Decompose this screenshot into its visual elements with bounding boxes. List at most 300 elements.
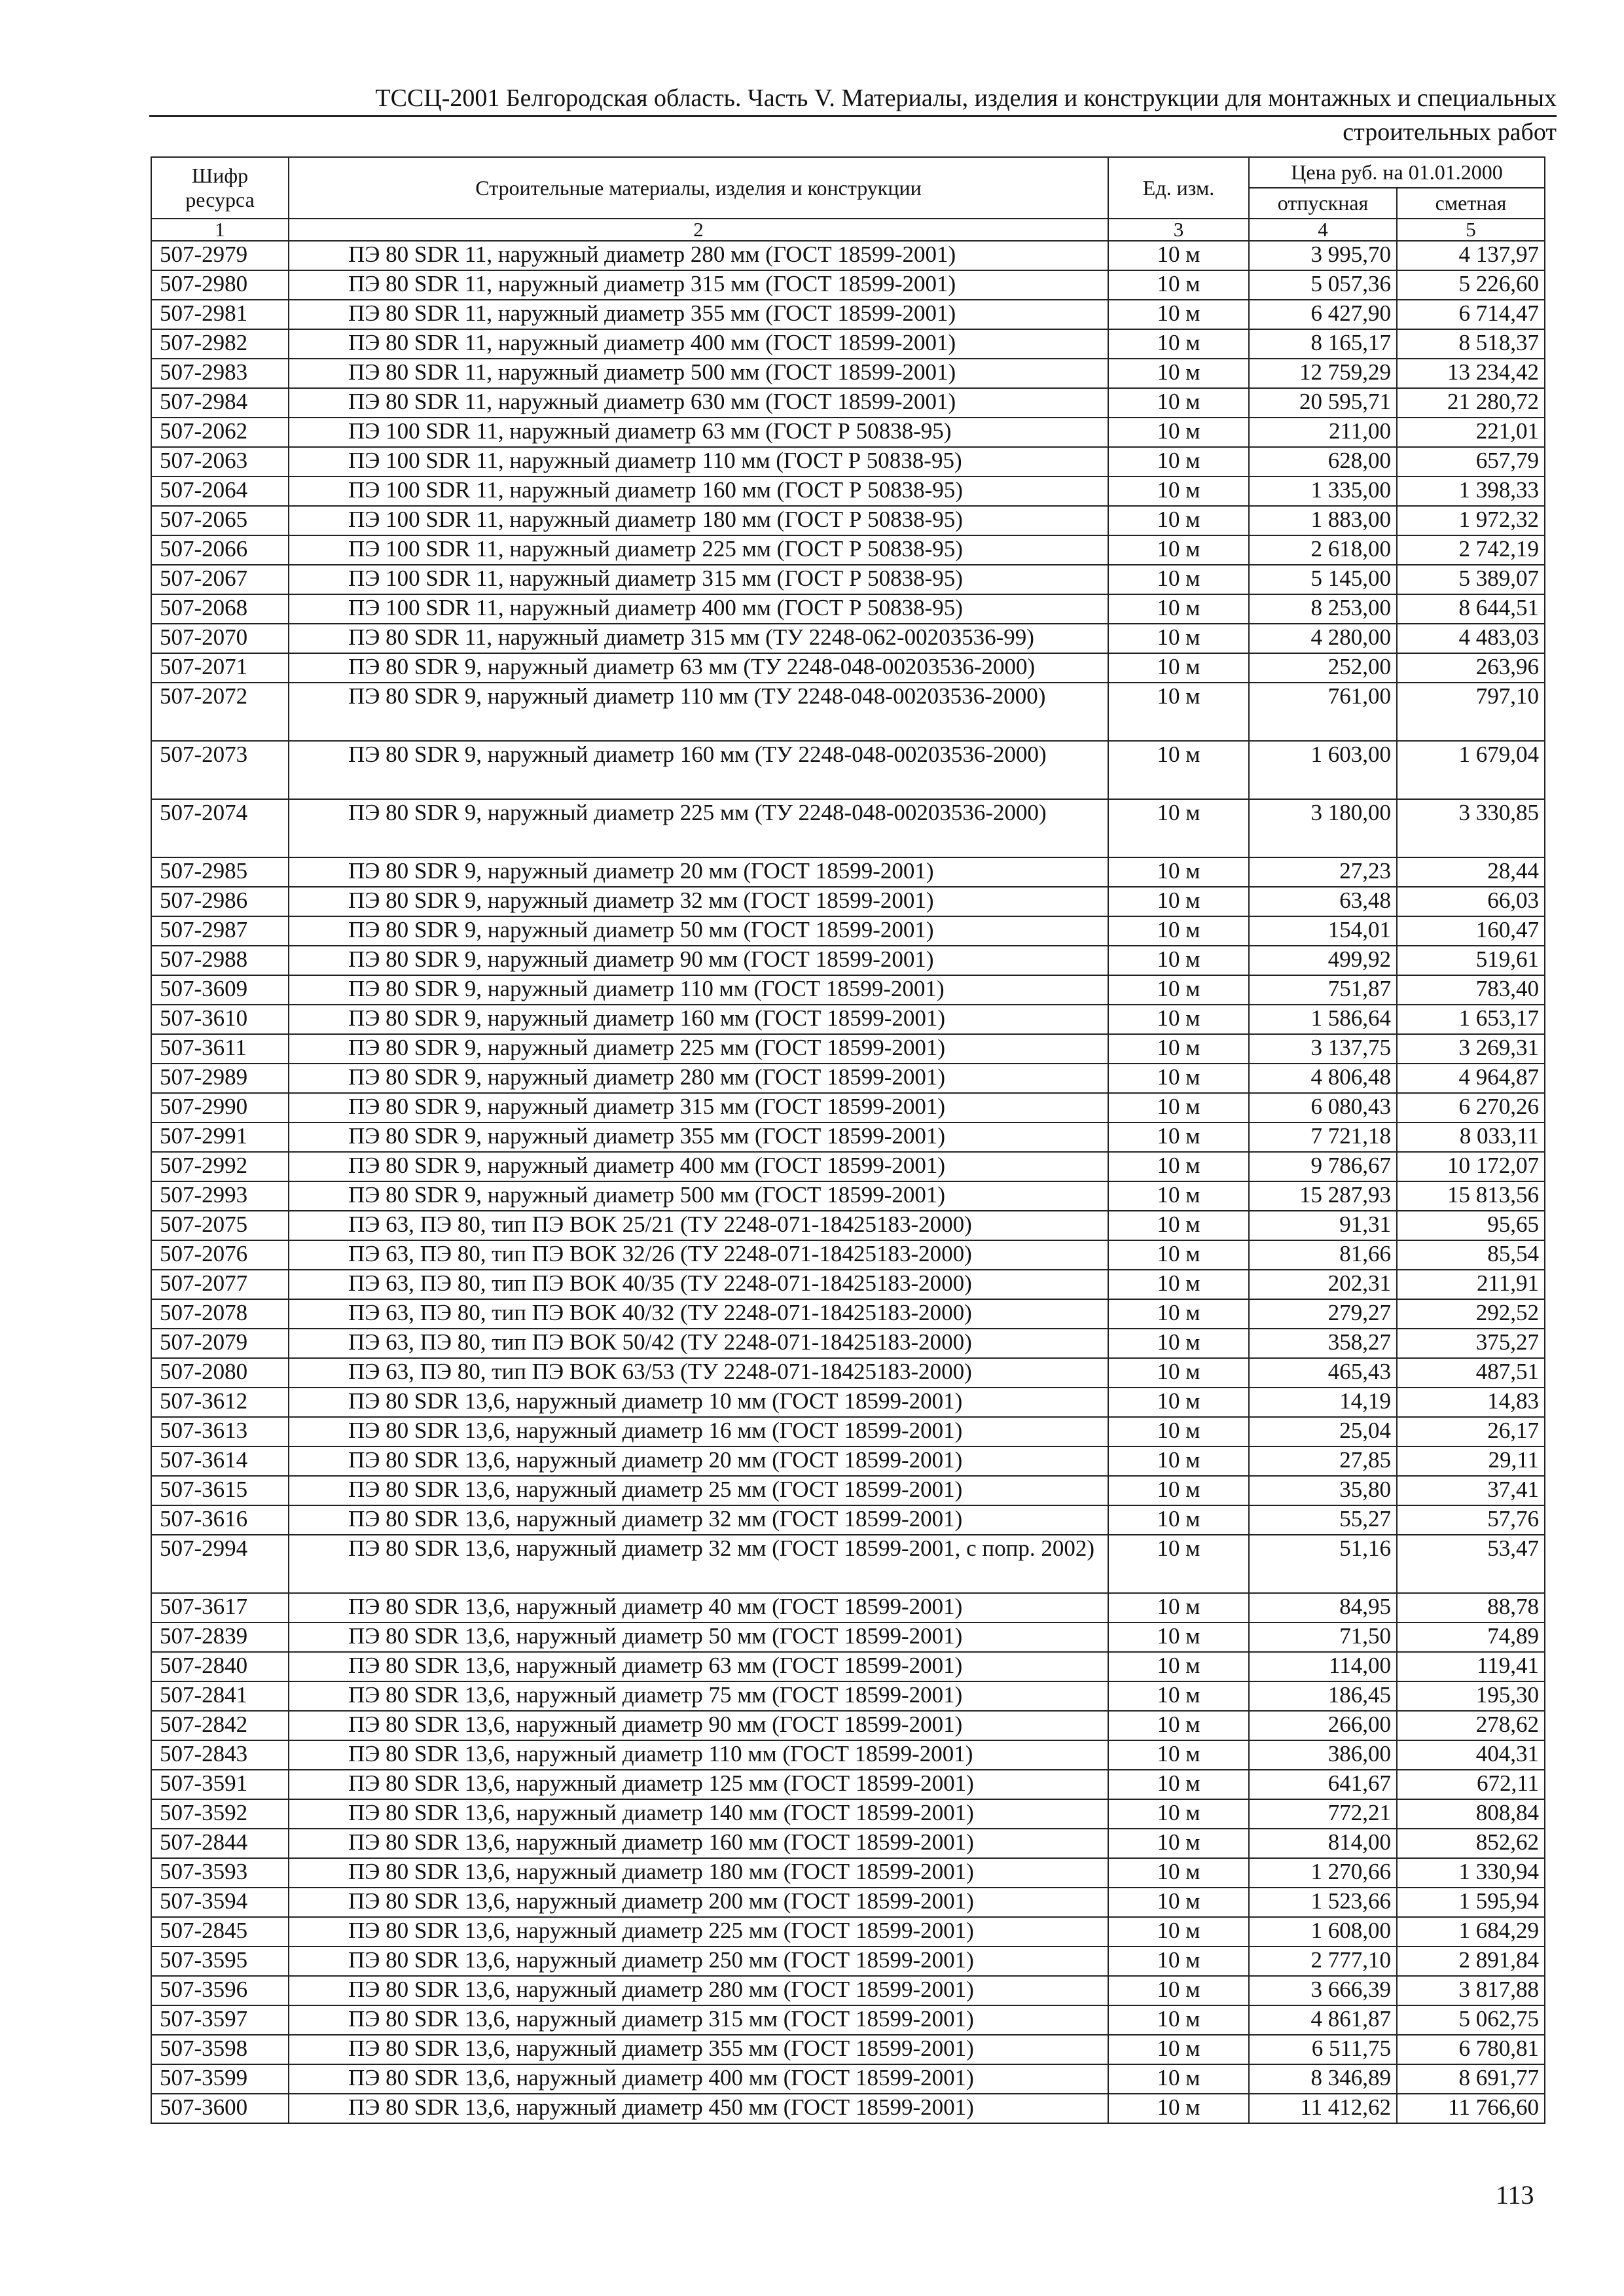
material-name-cell: ПЭ 80 SDR 9, наружный диаметр 500 мм (ГОСТ 18599-2001): [289, 1181, 1108, 1211]
material-name-cell: ПЭ 100 SDR 11, наружный диаметр 63 мм (ГОСТ Р 50838-95): [289, 418, 1108, 447]
table-row: [151, 1388, 1545, 1417]
estimate-price-cell: 852,62: [1397, 1829, 1545, 1858]
unit-cell: 10 м: [1108, 1034, 1249, 1064]
material-name-cell: ПЭ 80 SDR 13,6, наружный диаметр 160 мм (ГОСТ 18599-2001): [289, 1829, 1108, 1858]
resource-code-cell: 507-3598: [151, 2035, 289, 2064]
resource-code-cell: 507-2074: [151, 799, 289, 857]
material-name-cell: ПЭ 80 SDR 11, наружный диаметр 355 мм (ГОСТ 18599-2001): [289, 300, 1108, 329]
unit-cell: 10 м: [1108, 359, 1249, 388]
material-name-cell: ПЭ 80 SDR 9, наружный диаметр 50 мм (ГОСТ 18599-2001): [289, 916, 1108, 946]
material-name-cell: ПЭ 80 SDR 9, наружный диаметр 225 мм (ГОСТ 18599-2001): [289, 1034, 1108, 1064]
table-row: [151, 1240, 1545, 1270]
resource-code-cell: 507-3613: [151, 1417, 289, 1446]
resource-code-cell: 507-2064: [151, 476, 289, 506]
release-price-cell: 761,00: [1249, 683, 1397, 741]
estimate-price-cell: 4 964,87: [1397, 1064, 1545, 1093]
resource-code-cell: 507-2066: [151, 535, 289, 565]
table-row: [151, 1211, 1545, 1240]
estimate-price-cell: 3 330,85: [1397, 799, 1545, 857]
resource-code-cell: 507-2080: [151, 1358, 289, 1388]
release-price-cell: 55,27: [1249, 1505, 1397, 1535]
release-price-cell: 154,01: [1249, 916, 1397, 946]
material-name-cell: ПЭ 80 SDR 11, наружный диаметр 315 мм (ТУ 2248-062-00203536-99): [289, 624, 1108, 653]
resource-code-cell: 507-2068: [151, 594, 289, 624]
estimate-price-cell: 211,91: [1397, 1270, 1545, 1299]
material-name-cell: ПЭ 80 SDR 11, наружный диаметр 630 мм (ГОСТ 18599-2001): [289, 388, 1108, 418]
unit-cell: 10 м: [1108, 1829, 1249, 1858]
release-price-cell: 465,43: [1249, 1358, 1397, 1388]
unit-cell: 10 м: [1108, 1623, 1249, 1652]
table-row: [151, 476, 1545, 506]
release-price-cell: 4 861,87: [1249, 2005, 1397, 2035]
material-name-cell: ПЭ 80 SDR 13,6, наружный диаметр 200 мм (ГОСТ 18599-2001): [289, 1888, 1108, 1917]
estimate-price-cell: 119,41: [1397, 1652, 1545, 1681]
unit-cell: 10 м: [1108, 653, 1249, 683]
estimate-price-cell: 11 766,60: [1397, 2094, 1545, 2123]
material-name-cell: ПЭ 80 SDR 13,6, наружный диаметр 90 мм (ГОСТ 18599-2001): [289, 1711, 1108, 1740]
material-name-cell: ПЭ 80 SDR 9, наружный диаметр 32 мм (ГОСТ 18599-2001): [289, 887, 1108, 916]
estimate-price-cell: 783,40: [1397, 975, 1545, 1005]
material-name-cell: ПЭ 100 SDR 11, наружный диаметр 225 мм (ГОСТ Р 50838-95): [289, 535, 1108, 565]
estimate-price-cell: 26,17: [1397, 1417, 1545, 1446]
material-name-cell: ПЭ 80 SDR 9, наружный диаметр 20 мм (ГОСТ 18599-2001): [289, 857, 1108, 887]
column-number: 4: [1249, 219, 1397, 241]
release-price-cell: 15 287,93: [1249, 1181, 1397, 1211]
resource-code-cell: 507-2985: [151, 857, 289, 887]
release-price-cell: 11 412,62: [1249, 2094, 1397, 2123]
material-name-cell: ПЭ 80 SDR 13,6, наружный диаметр 25 мм (ГОСТ 18599-2001): [289, 1476, 1108, 1505]
release-price-cell: 91,31: [1249, 1211, 1397, 1240]
table-row: [151, 594, 1545, 624]
material-name-cell: ПЭ 80 SDR 13,6, наружный диаметр 180 мм (ГОСТ 18599-2001): [289, 1858, 1108, 1888]
material-name-cell: ПЭ 80 SDR 13,6, наружный диаметр 110 мм (ГОСТ 18599-2001): [289, 1740, 1108, 1770]
resource-code-cell: 507-3610: [151, 1005, 289, 1034]
resource-code-cell: 507-2075: [151, 1211, 289, 1240]
column-header-price: Цена руб. на 01.01.2000: [1249, 157, 1545, 188]
resource-code-cell: 507-2984: [151, 388, 289, 418]
material-name-cell: ПЭ 100 SDR 11, наружный диаметр 160 мм (ГОСТ Р 50838-95): [289, 476, 1108, 506]
material-name-cell: ПЭ 80 SDR 9, наружный диаметр 90 мм (ГОСТ 18599-2001): [289, 946, 1108, 975]
release-price-cell: 51,16: [1249, 1535, 1397, 1593]
table-row: [151, 506, 1545, 535]
estimate-price-cell: 6 780,81: [1397, 2035, 1545, 2064]
table-row: [151, 1358, 1545, 1388]
unit-cell: 10 м: [1108, 388, 1249, 418]
release-price-cell: 751,87: [1249, 975, 1397, 1005]
material-name-cell: ПЭ 80 SDR 13,6, наружный диаметр 450 мм (ГОСТ 18599-2001): [289, 2094, 1108, 2123]
estimate-price-cell: 2 891,84: [1397, 1946, 1545, 1976]
table-row: [151, 1446, 1545, 1476]
table-row: [151, 1770, 1545, 1799]
estimate-price-cell: 95,65: [1397, 1211, 1545, 1240]
resource-code-cell: 507-2989: [151, 1064, 289, 1093]
estimate-price-cell: 1 595,94: [1397, 1888, 1545, 1917]
table-row: [151, 1476, 1545, 1505]
unit-cell: 10 м: [1108, 2094, 1249, 2123]
release-price-cell: 35,80: [1249, 1476, 1397, 1505]
resource-code-cell: 507-2991: [151, 1122, 289, 1152]
table-row: [151, 270, 1545, 300]
table-row: [151, 1711, 1545, 1740]
resource-code-cell: 507-2993: [151, 1181, 289, 1211]
unit-cell: 10 м: [1108, 1711, 1249, 1740]
table-row: [151, 447, 1545, 476]
resource-code-cell: 507-3615: [151, 1476, 289, 1505]
release-price-cell: 6 080,43: [1249, 1093, 1397, 1122]
estimate-price-cell: 221,01: [1397, 418, 1545, 447]
unit-cell: 10 м: [1108, 1446, 1249, 1476]
resource-code-cell: 507-2073: [151, 741, 289, 799]
unit-cell: 10 м: [1108, 1946, 1249, 1976]
release-price-cell: 8 253,00: [1249, 594, 1397, 624]
unit-cell: 10 м: [1108, 1329, 1249, 1358]
material-name-cell: ПЭ 100 SDR 11, наружный диаметр 110 мм (ГОСТ Р 50838-95): [289, 447, 1108, 476]
estimate-price-cell: 657,79: [1397, 447, 1545, 476]
resource-code-cell: 507-2844: [151, 1829, 289, 1858]
resource-code-cell: 507-2072: [151, 683, 289, 741]
release-price-cell: 12 759,29: [1249, 359, 1397, 388]
unit-cell: 10 м: [1108, 1122, 1249, 1152]
release-price-cell: 5 145,00: [1249, 565, 1397, 594]
estimate-price-cell: 195,30: [1397, 1681, 1545, 1711]
unit-cell: 10 м: [1108, 1005, 1249, 1034]
estimate-price-cell: 53,47: [1397, 1535, 1545, 1593]
table-row: [151, 1976, 1545, 2005]
unit-cell: 10 м: [1108, 506, 1249, 535]
table-row: [151, 388, 1545, 418]
unit-cell: 10 м: [1108, 857, 1249, 887]
release-price-cell: 25,04: [1249, 1417, 1397, 1446]
table-row: [151, 1593, 1545, 1623]
column-header-code: Шифр ресурса: [151, 157, 289, 219]
resource-code-cell: 507-3612: [151, 1388, 289, 1417]
release-price-cell: 186,45: [1249, 1681, 1397, 1711]
table-row: [151, 1799, 1545, 1829]
material-name-cell: ПЭ 100 SDR 11, наружный диаметр 315 мм (ГОСТ Р 50838-95): [289, 565, 1108, 594]
unit-cell: 10 м: [1108, 946, 1249, 975]
release-price-cell: 2 618,00: [1249, 535, 1397, 565]
release-price-cell: 628,00: [1249, 447, 1397, 476]
unit-cell: 10 м: [1108, 1240, 1249, 1270]
table-row: [151, 1122, 1545, 1152]
unit-cell: 10 м: [1108, 1799, 1249, 1829]
column-header-release-price: отпускная: [1249, 188, 1397, 219]
table-row: [151, 1535, 1545, 1593]
table-row: [151, 1917, 1545, 1946]
material-name-cell: ПЭ 80 SDR 13,6, наружный диаметр 315 мм (ГОСТ 18599-2001): [289, 2005, 1108, 2035]
estimate-price-cell: 5 389,07: [1397, 565, 1545, 594]
table-row: [151, 1417, 1545, 1446]
running-header-title: ТССЦ-2001 Белгородская область. Часть V. Материалы, изделия и конструкции для монтажных и специальных: [375, 84, 1557, 112]
column-header-name: Строительные материалы, изделия и конструкции: [289, 157, 1108, 219]
unit-cell: 10 м: [1108, 1770, 1249, 1799]
table-row: [151, 300, 1545, 329]
material-name-cell: ПЭ 80 SDR 9, наружный диаметр 225 мм (ТУ 2248-048-00203536-2000): [289, 799, 1108, 857]
estimate-price-cell: 74,89: [1397, 1623, 1545, 1652]
resource-code-cell: 507-3600: [151, 2094, 289, 2123]
release-price-cell: 1 883,00: [1249, 506, 1397, 535]
unit-cell: 10 м: [1108, 1652, 1249, 1681]
resource-code-cell: 507-3617: [151, 1593, 289, 1623]
unit-cell: 10 м: [1108, 1740, 1249, 1770]
table-row: [151, 887, 1545, 916]
resource-code-cell: 507-2982: [151, 329, 289, 359]
release-price-cell: 3 666,39: [1249, 1976, 1397, 2005]
column-number: 2: [289, 219, 1108, 241]
resource-code-cell: 507-2983: [151, 359, 289, 388]
resource-code-cell: 507-3616: [151, 1505, 289, 1535]
material-name-cell: ПЭ 80 SDR 13,6, наружный диаметр 16 мм (ГОСТ 18599-2001): [289, 1417, 1108, 1446]
unit-cell: 10 м: [1108, 594, 1249, 624]
material-name-cell: ПЭ 100 SDR 11, наружный диаметр 400 мм (ГОСТ Р 50838-95): [289, 594, 1108, 624]
table-row: [151, 329, 1545, 359]
release-price-cell: 1 603,00: [1249, 741, 1397, 799]
estimate-price-cell: 66,03: [1397, 887, 1545, 916]
estimate-price-cell: 375,27: [1397, 1329, 1545, 1358]
estimate-price-cell: 160,47: [1397, 916, 1545, 946]
unit-cell: 10 м: [1108, 1417, 1249, 1446]
resource-code-cell: 507-2986: [151, 887, 289, 916]
table-row: [151, 1064, 1545, 1093]
table-row: [151, 1093, 1545, 1122]
estimate-price-cell: 85,54: [1397, 1240, 1545, 1270]
table-row: [151, 535, 1545, 565]
resource-code-cell: 507-2979: [151, 241, 289, 270]
column-number: 5: [1397, 219, 1545, 241]
material-name-cell: ПЭ 63, ПЭ 80, тип ПЭ ВОК 63/53 (ТУ 2248-071-18425183-2000): [289, 1358, 1108, 1388]
estimate-price-cell: 278,62: [1397, 1711, 1545, 1740]
running-header-subtitle: строительных работ: [1343, 118, 1557, 146]
release-price-cell: 2 777,10: [1249, 1946, 1397, 1976]
table-row: [151, 1005, 1545, 1034]
unit-cell: 10 м: [1108, 2064, 1249, 2094]
table-row: [151, 741, 1545, 799]
material-name-cell: ПЭ 80 SDR 13,6, наружный диаметр 125 мм (ГОСТ 18599-2001): [289, 1770, 1108, 1799]
release-price-cell: 358,27: [1249, 1329, 1397, 1358]
material-name-cell: ПЭ 100 SDR 11, наружный диаметр 180 мм (ГОСТ Р 50838-95): [289, 506, 1108, 535]
material-name-cell: ПЭ 80 SDR 13,6, наружный диаметр 20 мм (ГОСТ 18599-2001): [289, 1446, 1108, 1476]
table-row: [151, 1299, 1545, 1329]
material-name-cell: ПЭ 80 SDR 9, наружный диаметр 110 мм (ТУ 2248-048-00203536-2000): [289, 683, 1108, 741]
table-row: [151, 1740, 1545, 1770]
release-price-cell: 14,19: [1249, 1388, 1397, 1417]
release-price-cell: 3 180,00: [1249, 799, 1397, 857]
estimate-price-cell: 263,96: [1397, 653, 1545, 683]
estimate-price-cell: 5 226,60: [1397, 270, 1545, 300]
resource-code-cell: 507-2076: [151, 1240, 289, 1270]
resource-code-cell: 507-2070: [151, 624, 289, 653]
column-number: 1: [151, 219, 289, 241]
resource-code-cell: 507-2841: [151, 1681, 289, 1711]
unit-cell: 10 м: [1108, 329, 1249, 359]
material-name-cell: ПЭ 80 SDR 9, наружный диаметр 355 мм (ГОСТ 18599-2001): [289, 1122, 1108, 1152]
material-name-cell: ПЭ 80 SDR 13,6, наружный диаметр 140 мм (ГОСТ 18599-2001): [289, 1799, 1108, 1829]
material-name-cell: ПЭ 80 SDR 11, наружный диаметр 400 мм (ГОСТ 18599-2001): [289, 329, 1108, 359]
resource-code-cell: 507-2994: [151, 1535, 289, 1593]
release-price-cell: 772,21: [1249, 1799, 1397, 1829]
unit-cell: 10 м: [1108, 241, 1249, 270]
estimate-price-cell: 13 234,42: [1397, 359, 1545, 388]
estimate-price-cell: 6 714,47: [1397, 300, 1545, 329]
table-row: [151, 1623, 1545, 1652]
unit-cell: 10 м: [1108, 565, 1249, 594]
table-row: [151, 359, 1545, 388]
table-row: [151, 1652, 1545, 1681]
table-row: [151, 683, 1545, 741]
table-row: [151, 418, 1545, 447]
estimate-price-cell: 1 972,32: [1397, 506, 1545, 535]
table-row: [151, 857, 1545, 887]
release-price-cell: 252,00: [1249, 653, 1397, 683]
resource-code-cell: 507-2845: [151, 1917, 289, 1946]
resource-code-cell: 507-3614: [151, 1446, 289, 1476]
estimate-price-cell: 6 270,26: [1397, 1093, 1545, 1122]
resource-code-cell: 507-3609: [151, 975, 289, 1005]
estimate-price-cell: 1 684,29: [1397, 1917, 1545, 1946]
column-number: 3: [1108, 219, 1249, 241]
release-price-cell: 641,67: [1249, 1770, 1397, 1799]
table-row: [151, 1946, 1545, 1976]
unit-cell: 10 м: [1108, 1917, 1249, 1946]
estimate-price-cell: 21 280,72: [1397, 388, 1545, 418]
release-price-cell: 1 586,64: [1249, 1005, 1397, 1034]
material-name-cell: ПЭ 80 SDR 9, наружный диаметр 160 мм (ГОСТ 18599-2001): [289, 1005, 1108, 1034]
unit-cell: 10 м: [1108, 1388, 1249, 1417]
release-price-cell: 20 595,71: [1249, 388, 1397, 418]
release-price-cell: 6 511,75: [1249, 2035, 1397, 2064]
unit-cell: 10 м: [1108, 1152, 1249, 1181]
header-rule: [149, 115, 1557, 117]
release-price-cell: 211,00: [1249, 418, 1397, 447]
resource-code-cell: 507-3596: [151, 1976, 289, 2005]
unit-cell: 10 м: [1108, 1064, 1249, 1093]
column-header-unit: Ед. изм.: [1108, 157, 1249, 219]
material-name-cell: ПЭ 80 SDR 9, наружный диаметр 110 мм (ГОСТ 18599-2001): [289, 975, 1108, 1005]
table-row: [151, 565, 1545, 594]
unit-cell: 10 м: [1108, 1299, 1249, 1329]
estimate-price-cell: 29,11: [1397, 1446, 1545, 1476]
table-row: [151, 1888, 1545, 1917]
resource-code-cell: 507-2843: [151, 1740, 289, 1770]
unit-cell: 10 м: [1108, 476, 1249, 506]
estimate-price-cell: 797,10: [1397, 683, 1545, 741]
material-name-cell: ПЭ 80 SDR 13,6, наружный диаметр 400 мм (ГОСТ 18599-2001): [289, 2064, 1108, 2094]
material-name-cell: ПЭ 63, ПЭ 80, тип ПЭ ВОК 40/35 (ТУ 2248-071-18425183-2000): [289, 1270, 1108, 1299]
estimate-price-cell: 57,76: [1397, 1505, 1545, 1535]
material-name-cell: ПЭ 80 SDR 9, наружный диаметр 280 мм (ГОСТ 18599-2001): [289, 1064, 1108, 1093]
resource-code-cell: 507-3595: [151, 1946, 289, 1976]
unit-cell: 10 м: [1108, 1976, 1249, 2005]
estimate-price-cell: 8 644,51: [1397, 594, 1545, 624]
table-row: [151, 1034, 1545, 1064]
release-price-cell: 114,00: [1249, 1652, 1397, 1681]
release-price-cell: 63,48: [1249, 887, 1397, 916]
estimate-price-cell: 519,61: [1397, 946, 1545, 975]
column-header-estimate-price: сметная: [1397, 188, 1545, 219]
table-row: [151, 241, 1545, 270]
material-name-cell: ПЭ 80 SDR 13,6, наружный диаметр 250 мм (ГОСТ 18599-2001): [289, 1946, 1108, 1976]
release-price-cell: 27,23: [1249, 857, 1397, 887]
unit-cell: 10 м: [1108, 535, 1249, 565]
release-price-cell: 1 608,00: [1249, 1917, 1397, 1946]
material-name-cell: ПЭ 80 SDR 9, наружный диаметр 160 мм (ТУ 2248-048-00203536-2000): [289, 741, 1108, 799]
material-name-cell: ПЭ 80 SDR 13,6, наружный диаметр 63 мм (ГОСТ 18599-2001): [289, 1652, 1108, 1681]
resource-code-cell: 507-2981: [151, 300, 289, 329]
table-row: [151, 975, 1545, 1005]
resource-code-cell: 507-2987: [151, 916, 289, 946]
resource-code-cell: 507-2842: [151, 1711, 289, 1740]
estimate-price-cell: 8 518,37: [1397, 329, 1545, 359]
table-row: [151, 2094, 1545, 2123]
material-name-cell: ПЭ 80 SDR 13,6, наружный диаметр 280 мм (ГОСТ 18599-2001): [289, 1976, 1108, 2005]
release-price-cell: 1 335,00: [1249, 476, 1397, 506]
release-price-cell: 814,00: [1249, 1829, 1397, 1858]
unit-cell: 10 м: [1108, 300, 1249, 329]
release-price-cell: 8 165,17: [1249, 329, 1397, 359]
release-price-cell: 81,66: [1249, 1240, 1397, 1270]
estimate-price-cell: 808,84: [1397, 1799, 1545, 1829]
unit-cell: 10 м: [1108, 887, 1249, 916]
table-row: [151, 2064, 1545, 2094]
material-name-cell: ПЭ 63, ПЭ 80, тип ПЭ ВОК 32/26 (ТУ 2248-071-18425183-2000): [289, 1240, 1108, 1270]
unit-cell: 10 м: [1108, 741, 1249, 799]
table-row: [151, 2035, 1545, 2064]
page-number: 113: [1496, 2180, 1534, 2210]
resource-code-cell: 507-2839: [151, 1623, 289, 1652]
release-price-cell: 8 346,89: [1249, 2064, 1397, 2094]
unit-cell: 10 м: [1108, 1681, 1249, 1711]
material-name-cell: ПЭ 80 SDR 11, наружный диаметр 315 мм (ГОСТ 18599-2001): [289, 270, 1108, 300]
resource-code-cell: 507-3591: [151, 1770, 289, 1799]
resource-code-cell: 507-3611: [151, 1034, 289, 1064]
table-row: [151, 946, 1545, 975]
resource-code-cell: 507-2077: [151, 1270, 289, 1299]
resource-code-cell: 507-2990: [151, 1093, 289, 1122]
table-row: [151, 1329, 1545, 1358]
estimate-price-cell: 4 137,97: [1397, 241, 1545, 270]
estimate-price-cell: 8 691,77: [1397, 2064, 1545, 2094]
table-row: [151, 799, 1545, 857]
material-name-cell: ПЭ 63, ПЭ 80, тип ПЭ ВОК 25/21 (ТУ 2248-071-18425183-2000): [289, 1211, 1108, 1240]
material-name-cell: ПЭ 80 SDR 13,6, наружный диаметр 225 мм (ГОСТ 18599-2001): [289, 1917, 1108, 1946]
estimate-price-cell: 1 330,94: [1397, 1858, 1545, 1888]
estimate-price-cell: 404,31: [1397, 1740, 1545, 1770]
resource-code-cell: 507-2078: [151, 1299, 289, 1329]
table-row: [151, 1152, 1545, 1181]
estimate-price-cell: 1 653,17: [1397, 1005, 1545, 1034]
material-name-cell: ПЭ 80 SDR 13,6, наружный диаметр 75 мм (ГОСТ 18599-2001): [289, 1681, 1108, 1711]
price-table: [151, 156, 1545, 2124]
material-name-cell: ПЭ 80 SDR 13,6, наружный диаметр 50 мм (ГОСТ 18599-2001): [289, 1623, 1108, 1652]
material-name-cell: ПЭ 80 SDR 13,6, наружный диаметр 32 мм (ГОСТ 18599-2001): [289, 1505, 1108, 1535]
material-name-cell: ПЭ 80 SDR 11, наружный диаметр 280 мм (ГОСТ 18599-2001): [289, 241, 1108, 270]
estimate-price-cell: 28,44: [1397, 857, 1545, 887]
unit-cell: 10 м: [1108, 2035, 1249, 2064]
resource-code-cell: 507-2980: [151, 270, 289, 300]
resource-code-cell: 507-3593: [151, 1858, 289, 1888]
material-name-cell: ПЭ 80 SDR 9, наружный диаметр 63 мм (ТУ 2248-048-00203536-2000): [289, 653, 1108, 683]
estimate-price-cell: 3 817,88: [1397, 1976, 1545, 2005]
release-price-cell: 499,92: [1249, 946, 1397, 975]
unit-cell: 10 м: [1108, 916, 1249, 946]
estimate-price-cell: 292,52: [1397, 1299, 1545, 1329]
unit-cell: 10 м: [1108, 1535, 1249, 1593]
resource-code-cell: 507-3592: [151, 1799, 289, 1829]
estimate-price-cell: 5 062,75: [1397, 2005, 1545, 2035]
unit-cell: 10 м: [1108, 683, 1249, 741]
resource-code-cell: 507-2079: [151, 1329, 289, 1358]
release-price-cell: 3 995,70: [1249, 241, 1397, 270]
